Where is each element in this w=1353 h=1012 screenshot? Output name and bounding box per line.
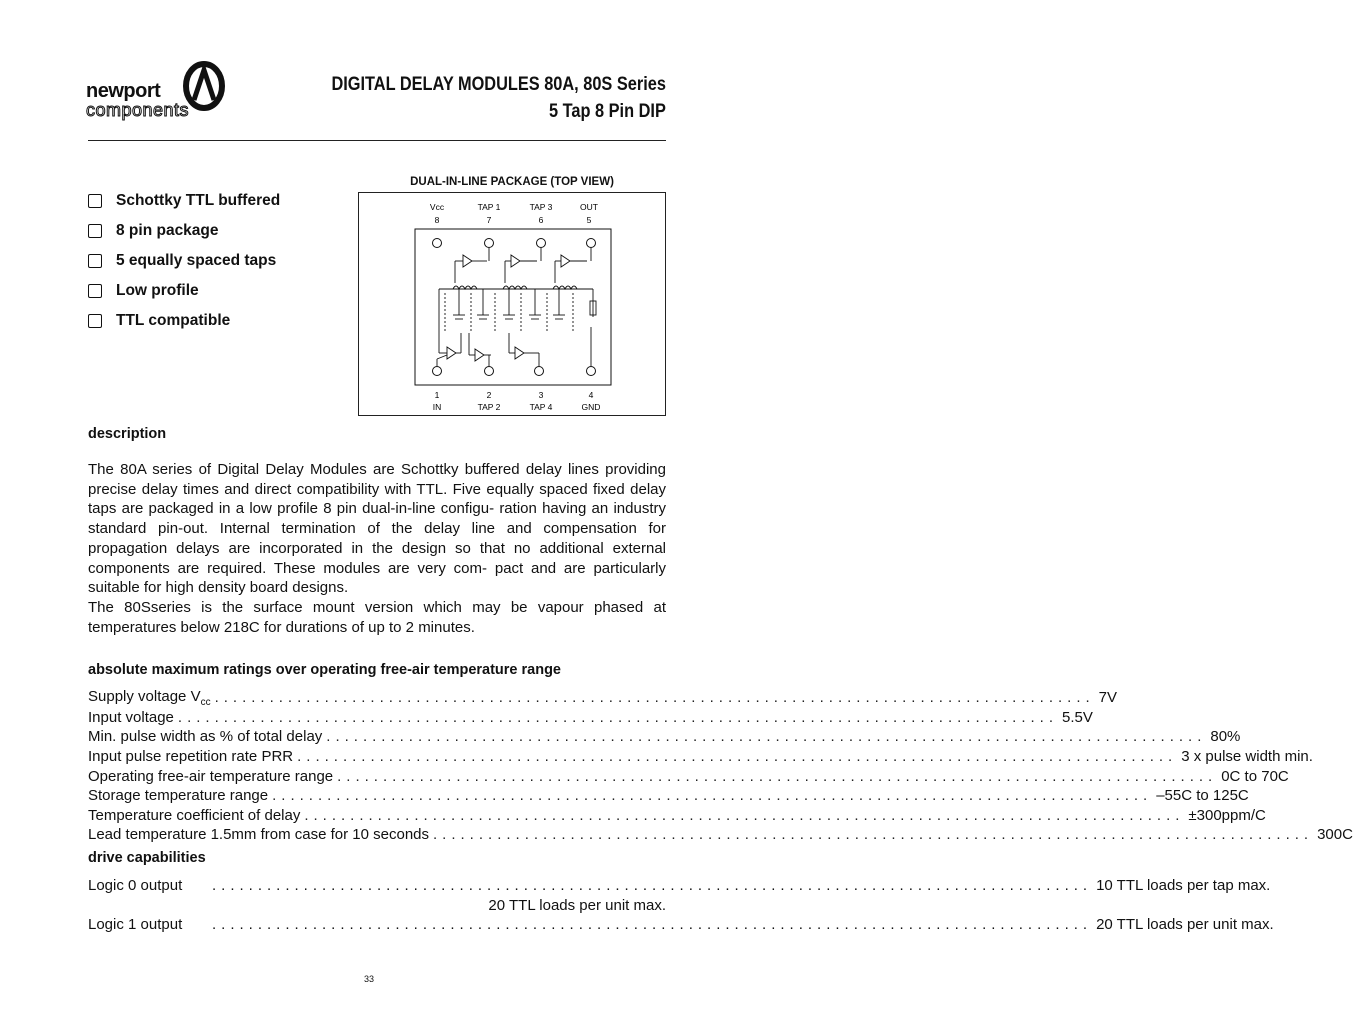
rating-label: Min. pulse width as % of total delay bbox=[88, 728, 323, 746]
rating-label: Supply voltage V bbox=[88, 687, 201, 705]
pin-name-top: Vcc bbox=[429, 202, 445, 212]
brand-subname: components bbox=[86, 100, 190, 120]
pin-name-bottom: TAP 2 bbox=[477, 402, 501, 412]
rating-label: Input pulse repetition rate PRR bbox=[88, 748, 294, 766]
leader-dots: ................................................................................................ bbox=[214, 689, 1095, 707]
feature-item bbox=[88, 216, 280, 246]
drive-label: Logic 0 output bbox=[88, 877, 183, 895]
feature-item bbox=[88, 186, 280, 216]
drive-heading: drive capabilities bbox=[88, 850, 206, 866]
checkbox-icon bbox=[88, 284, 102, 298]
rating-label: Input voltage bbox=[88, 708, 174, 726]
package-diagram-title: DUAL-IN-LINE PACKAGE (TOP VIEW) bbox=[410, 176, 614, 188]
chip-body bbox=[415, 229, 611, 385]
rating-row bbox=[88, 727, 1241, 747]
pin-number-bottom: 4 bbox=[588, 390, 594, 400]
rating-value: ±300ppm/C bbox=[1188, 806, 1266, 824]
rating-row bbox=[88, 806, 1266, 826]
pin-number-top: 5 bbox=[586, 215, 592, 225]
package-schematic bbox=[359, 193, 665, 415]
description-paragraph-1: The 80A series of Digital Delay Modules are Schottky buffered delay lines providing precise delay times and direct compatibility with TTL. Five equally spaced fixed delay taps are packaged in a low profile 8 pin dual-in-line configu- ration having an industry standard pin-out. Internal termination of the delay line and compensation for propagation delays are incorporated in the design so that no additional external components are required. These modules are very com- pact and are particularly suitable for high density board designs. bbox=[88, 461, 666, 597]
bottom-buffers bbox=[437, 327, 591, 366]
pin-name-top: TAP 1 bbox=[477, 202, 501, 212]
rating-value: 7V bbox=[1098, 689, 1118, 707]
checkbox-icon bbox=[88, 314, 102, 328]
drive-row bbox=[88, 896, 666, 916]
leader-dots: ................................................................................................ bbox=[212, 916, 1093, 934]
feature-item bbox=[88, 246, 280, 276]
feature-label: Schottky TTL buffered bbox=[116, 192, 281, 209]
drive-label: Logic 1 output bbox=[88, 916, 183, 934]
feature-label: 8 pin package bbox=[116, 222, 219, 239]
rating-row bbox=[88, 687, 1118, 708]
description-paragraph-2: The 80Sseries is the surface mount version which may be vapour phased at temperatures below 218C for durations of up to 2 minutes. bbox=[88, 598, 666, 636]
pin-name-top: TAP 3 bbox=[529, 202, 553, 212]
ratings-heading: absolute maximum ratings over operating free-air temperature range bbox=[88, 662, 561, 678]
feature-item bbox=[88, 276, 280, 306]
rating-value: 0C to 70C bbox=[1221, 767, 1289, 785]
leader-dots: ................................................................................................ bbox=[433, 826, 1314, 844]
top-buffers bbox=[455, 248, 591, 283]
rating-value: 3 x pulse width min. bbox=[1181, 748, 1313, 766]
checkbox-icon bbox=[88, 254, 102, 268]
ratings-table bbox=[88, 687, 1353, 845]
pin-name-bottom: TAP 4 bbox=[529, 402, 553, 412]
feature-list bbox=[88, 186, 280, 336]
feature-label: Low profile bbox=[116, 282, 199, 299]
drive-row bbox=[88, 876, 1271, 896]
pin-number-bottom: 3 bbox=[538, 390, 544, 400]
drive-row bbox=[88, 915, 1274, 935]
leader-dots: ................................................................................................ bbox=[326, 728, 1207, 746]
leader-dots: ................................................................................................ bbox=[272, 787, 1153, 805]
drive-value: 10 TTL loads per tap max. bbox=[1096, 877, 1271, 895]
pin-name-top: OUT bbox=[580, 202, 598, 212]
leader-dots: ................................................................................................ bbox=[212, 877, 1093, 895]
checkbox-icon bbox=[88, 194, 102, 208]
brand-mark-icon bbox=[180, 60, 230, 112]
rating-value: –55C to 125C bbox=[1156, 787, 1249, 805]
rating-row bbox=[88, 766, 1289, 786]
rating-label: Storage temperature range bbox=[88, 787, 269, 805]
leader-dots: ................................................................................................ bbox=[337, 767, 1218, 785]
package-diagram bbox=[358, 192, 666, 416]
description-heading: description bbox=[88, 426, 167, 442]
rating-row bbox=[88, 708, 1093, 728]
rating-row bbox=[88, 825, 1353, 845]
drive-value: 20 TTL loads per unit max. bbox=[488, 896, 666, 914]
leader-dots: ................................................................................................ bbox=[304, 806, 1185, 824]
pin-number-top: 7 bbox=[486, 215, 492, 225]
rating-row bbox=[88, 786, 1249, 806]
pin-name-bottom: GND bbox=[581, 402, 601, 412]
rating-value: 300C bbox=[1317, 826, 1353, 844]
leader-dots: ................................................................................................ bbox=[177, 708, 1058, 726]
doc-subtitle: 5 Tap 8 Pin DIP bbox=[549, 101, 666, 122]
leader-dots: ................................................................................................ bbox=[297, 748, 1178, 766]
rating-value: 5.5V bbox=[1061, 708, 1093, 726]
rating-row bbox=[88, 747, 1313, 767]
description-body bbox=[88, 460, 666, 637]
doc-title: DIGITAL DELAY MODULES 80A, 80S Series bbox=[331, 74, 666, 95]
brand-logo bbox=[86, 60, 236, 124]
top-pin-circles bbox=[433, 239, 596, 376]
pin-name-bottom: IN bbox=[432, 402, 442, 412]
pin-number-top: 8 bbox=[434, 215, 440, 225]
rating-label: Temperature coefficient of delay bbox=[88, 806, 301, 824]
brand-name: newport bbox=[86, 80, 161, 102]
delay-line bbox=[439, 286, 596, 343]
rating-value: 80% bbox=[1210, 728, 1241, 746]
page-number: 33 bbox=[364, 974, 375, 984]
feature-label: TTL compatible bbox=[116, 312, 231, 329]
rating-label-subscript: cc bbox=[200, 696, 211, 708]
pin-number-bottom: 2 bbox=[486, 390, 492, 400]
drive-value: 20 TTL loads per unit max. bbox=[1096, 916, 1274, 934]
drive-table bbox=[88, 876, 1274, 935]
feature-item bbox=[88, 306, 280, 336]
feature-label: 5 equally spaced taps bbox=[116, 252, 277, 269]
rating-label: Operating free-air temperature range bbox=[88, 767, 334, 785]
pin-number-bottom: 1 bbox=[434, 390, 440, 400]
header-rule bbox=[88, 140, 666, 141]
checkbox-icon bbox=[88, 224, 102, 238]
pin-number-top: 6 bbox=[538, 215, 544, 225]
rating-label: Lead temperature 1.5mm from case for 10 seconds bbox=[88, 826, 430, 844]
